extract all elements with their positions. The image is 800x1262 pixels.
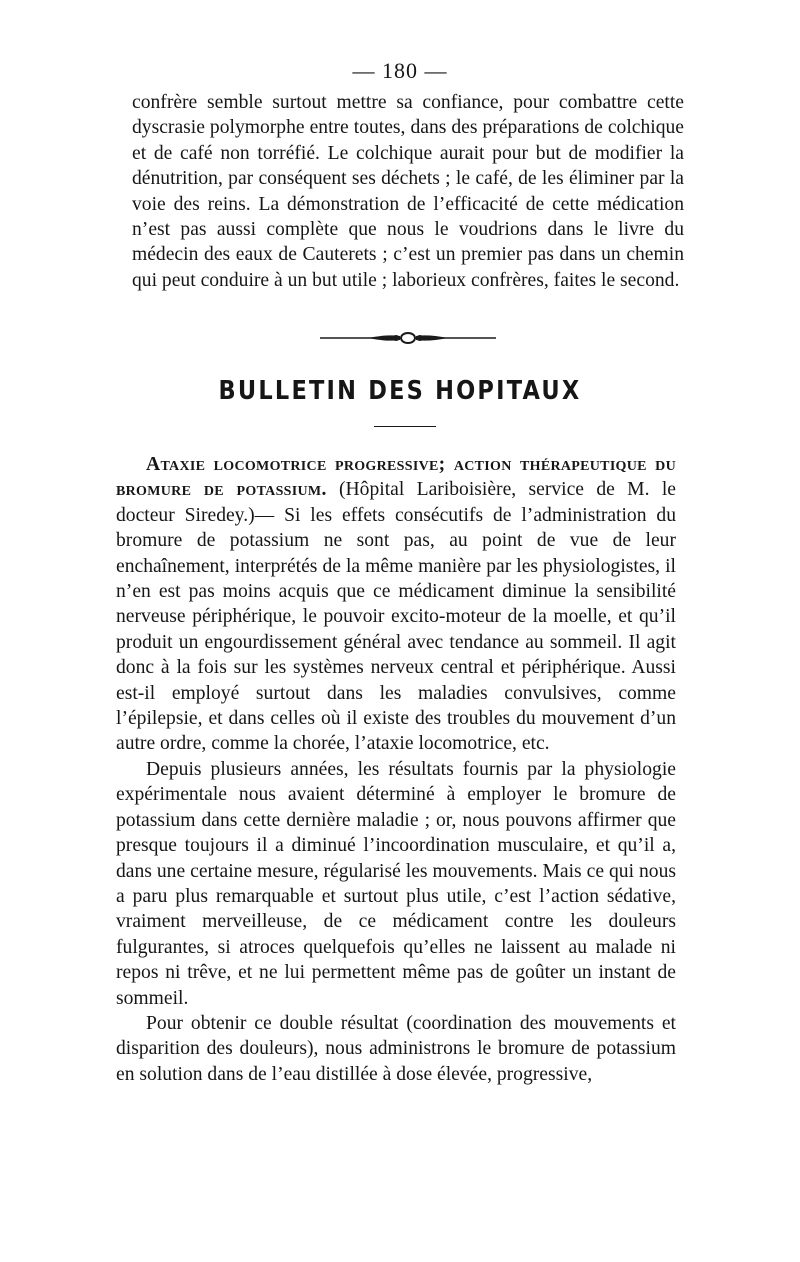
section-title: BULLETIN DES HOPITAUX bbox=[218, 376, 582, 406]
article-paragraph-3: Pour obtenir ce double résultat (coordination des mouvements et disparition des douleurs), nous administrons le bromure de potassium en solution dans de l’eau distillée à dose élevée, progressive, bbox=[116, 1012, 676, 1085]
article-paragraph-1 bbox=[116, 452, 676, 757]
page-number: — 180 — bbox=[352, 58, 448, 83]
article-body bbox=[116, 452, 676, 1087]
article-heading: Ataxie locomotrice progressive; action thérapeutique du bromure de potassium. bbox=[116, 454, 676, 501]
intro-paragraph: confrère semble surtout mettre sa confiance, pour combattre cette dyscrasie polymorphe entre toutes, dans des préparations de colchique et de café non torréfié. Le colchique aurait pour but de modifier la dénutrition, par conséquent ses déchets ; le café, de les éliminer par la voie des reins. La démonstration de l’efficacité de cette médication n’est pas aussi complète que nous le voudrions dans le livre du médecin des eaux de Cauterets ; c’est un premier pas dans un chemin qui peut conduire à un but utile ; laborieux confrères, faites le second. bbox=[132, 92, 684, 291]
title-rule bbox=[374, 426, 436, 427]
fleuron-ornament-icon bbox=[318, 330, 498, 346]
article-paragraph-2: Depuis plusieurs années, les résultats fournis par la physiologie expérimentale nous avaient déterminé à employer le bromure de potassium dans cette dernière maladie ; or, nous pouvons affirmer que presque toujours il a diminué l’incoordination musculaire, et qu’il a, dans une certaine mesure, régularisé les mouvements. Mais ce qui nous a paru plus remarquable et surtout plus utile, c’est l’action sédative, vraiment merveilleuse, de ce médicament contre les douleurs fulgurantes, si atroces quelquefois qu’elles ne laissent au malade ni repos ni trêve, et ne lui permettent même pas de goûter un instant de sommeil. bbox=[116, 758, 676, 1009]
article-paragraph-1-text: (Hôpital Lariboisière, service de M. le docteur Siredey.)— Si les effets consécutifs de l’administration du bromure de potassium ne sont pas, au point de vue de leur enchaînement, interprétés de la même manière par les physiologistes, il n’en est pas moins acquis que ce médicament diminue la sensibilité nerveuse périphérique, le pouvoir excito-moteur de la moelle, et qu’il produit un engourdissement général avec tendance au sommeil. Il agit donc à la fois sur les systèmes nerveux central et périphérique. Aussi est-il employé surtout dans les maladies convulsives, comme l’épilepsie, et dans celles où il existe des troubles du mouvement d’un autre ordre, comme la chorée, l’ataxie locomotrice, etc. bbox=[116, 479, 676, 755]
